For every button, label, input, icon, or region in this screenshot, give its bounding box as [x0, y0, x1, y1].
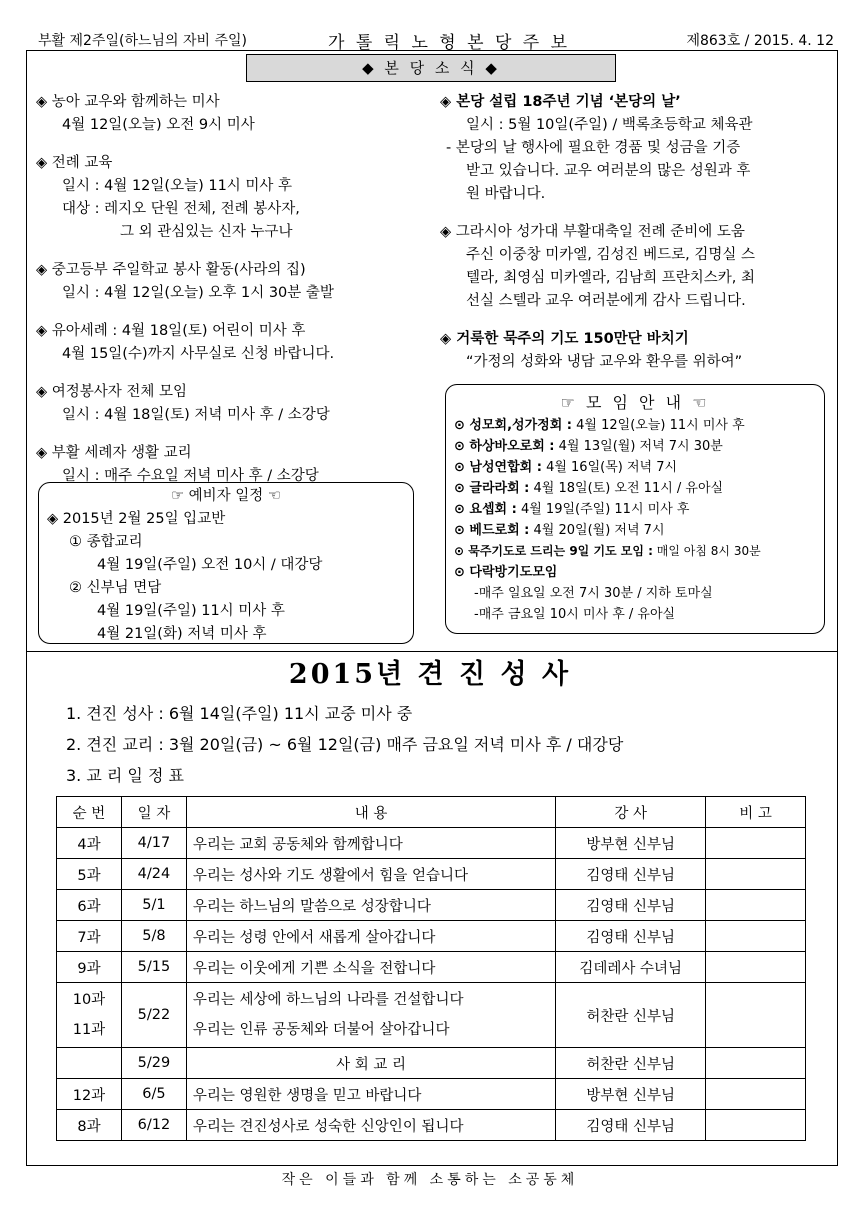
meeting-item: ⊙ 베드로회 : 4월 20일(월) 저녁 7시 [454, 523, 665, 538]
bulletin-title: 가 톨 릭 노 형 본 당 주 보 [328, 33, 571, 53]
news-item: ◈ 전례 교육 일시 : 4월 12일(오늘) 11시 미사 후 대상 : 레지오 단원 전체, 전례 봉사자, 그 외 관심있는 신자 누구나 [36, 155, 300, 240]
table-row: 9과 5/15 우리는 이웃에게 기쁜 소식을 전합니다 김데레사 수녀님 [57, 952, 806, 983]
meeting-item: ⊙ 글라라회 : 4월 18일(토) 오전 11시 / 유아실 [454, 481, 724, 496]
catechumen-title: ☞ 예비자 일정 ☜ [171, 488, 281, 504]
table-header-row: 순 번 일 자 내 용 강 사 비 고 [57, 797, 806, 828]
news-item: ◈ 여정봉사자 전체 모임 일시 : 4월 18일(토) 저녁 미사 후 / 소강당 [36, 384, 330, 423]
bulletin-header [28, 26, 838, 52]
news-item: ◈ 중고등부 주일학교 봉사 활동(사라의 집) 일시 : 4월 12일(오늘) 오후 1시 30분 출발 [36, 262, 334, 301]
table-row: 5/29 사 회 교 리 허찬란 신부님 [57, 1048, 806, 1079]
meeting-item: ⊙ 묵주기도로 드리는 9일 기도 모임 : 매일 아침 8시 30분 [454, 544, 761, 558]
liturgical-day: 부활 제2주일(하느님의 자비 주일) [38, 33, 247, 49]
table-row: 5과 4/24 우리는 성사와 기도 생활에서 힘을 얻습니다 김영태 신부님 [57, 859, 806, 890]
table-row: 10과 11과 5/22 우리는 세상에 하느님의 나라를 건설합니다 우리는 인류 공동체와 더불어 살아갑니다 허찬란 신부님 [57, 983, 806, 1048]
table-row: 8과 6/12 우리는 견진성사로 성숙한 신앙인이 됩니다 김영태 신부님 [57, 1110, 806, 1141]
news-item: ◈ 부활 세례자 생활 교리 일시 : 매주 수요일 저녁 미사 후 / 소강당 [36, 445, 319, 484]
meeting-subitem: -매주 일요일 오전 7시 30분 / 지하 토마실 [474, 586, 713, 601]
footer-motto: 작은 이들과 함께 소통하는 소공동체 [281, 1172, 579, 1188]
meeting-item: ⊙ 요셉회 : 4월 19일(주일) 11시 미사 후 [454, 502, 690, 517]
confirmation-info: 1. 견진 성사 : 6월 14일(주일) 11시 교중 미사 중 2. 견진 교리 : 3월 20일(금) ~ 6월 12일(금) 매주 금요일 저녁 미사 후 / 대강당 3. 교 리 일 정 표 [66, 704, 624, 785]
news-item: ◈ 거룩한 묵주의 기도 150만단 바치기 “가정의 성화와 냉담 교우와 환우를 위하여” [440, 331, 743, 370]
meetings-title: ☞ 모 임 안 내 ☜ [560, 393, 710, 412]
news-item: ◈ 농아 교우와 함께하는 미사 4월 12일(오늘) 오전 9시 미사 [36, 94, 255, 133]
news-item: ◈ 그라시아 성가대 부활대축일 전례 준비에 도움 주신 이중창 미카엘, 김성진 베드로, 김명실 스 텔라, 최영심 미카엘라, 김남희 프란치스카, 최 선실 스텔라 교우 여러분에게 감사 드립니다. [440, 224, 755, 309]
right-news-column [440, 91, 830, 389]
table-row: 7과 5/8 우리는 성령 안에서 새롭게 살아갑니다 김영태 신부님 [57, 921, 806, 952]
confirmation-title: 2015년 견 진 성 사 [288, 659, 572, 690]
meeting-subitem: -매주 금요일 10시 미사 후 / 유아실 [474, 607, 676, 622]
table-row: 4과 4/17 우리는 교회 공동체와 함께합니다 방부현 신부님 [57, 828, 806, 859]
news-item: ◈ 본당 설립 18주년 기념 ‘본당의 날’ 일시 : 5월 10일(주일) / 백록초등학교 체육관 - 본당의 날 행사에 필요한 경품 및 성금을 기증 받고 있습니다. 교우 여러분의 많은 성원과 후 원 바랍니다. [440, 94, 753, 202]
issue-number-date: 제863호 / 2015. 4. 12 [686, 33, 834, 49]
meeting-item: ⊙ 하상바오로회 : 4월 13일(월) 저녁 7시 30분 [454, 439, 723, 454]
meetings-box [445, 384, 825, 634]
left-news-column [36, 91, 431, 503]
news-item: ◈ 유아세례 : 4월 18일(토) 어린이 미사 후 4월 15일(수)까지 사무실로 신청 바랍니다. [36, 323, 335, 362]
table-row: 12과 6/5 우리는 영원한 생명을 믿고 바랍니다 방부현 신부님 [57, 1079, 806, 1110]
catechumen-schedule-box: ☞ 예비자 일정 ☜ ◈ 2015년 2월 25일 입교반 ① 종합교리 4월 19일(주일) 오전 10시 / 대강당 ② 신부님 면담 4월 19일(주일) 11시 미사 후 4월 21일(화) 저녁 미사 후 [38, 482, 414, 644]
meeting-item: ⊙ 성모회,성가정회 : 4월 12일(오늘) 11시 미사 후 [454, 418, 745, 433]
catechism-schedule-table [56, 796, 806, 1141]
table-row: 6과 5/1 우리는 하느님의 말씀으로 성장합니다 김영태 신부님 [57, 890, 806, 921]
meeting-item: ⊙ 남성연합회 : 4월 16일(목) 저녁 7시 [454, 460, 678, 475]
meeting-item: ⊙ 다락방기도모임 [454, 565, 558, 580]
parish-news-banner: ◆ 본 당 소 식 ◆ [246, 54, 616, 82]
